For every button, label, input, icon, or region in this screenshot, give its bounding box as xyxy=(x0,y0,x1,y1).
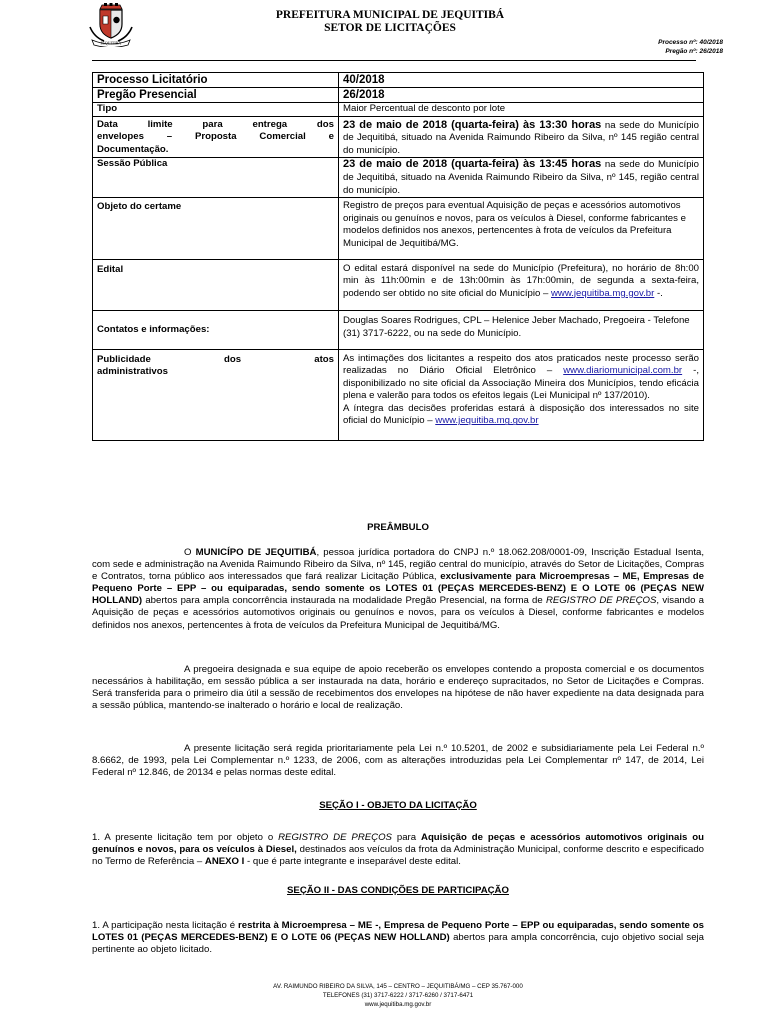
data-entrega-location: na sede do Município de Jequitibá, situado na Avenida Raimundo Ribeiro da Silva, nº 145 região central do município. xyxy=(343,119,699,156)
sessao-location: na sede do Município de Jequitibá, situado na Avenida Raimundo Ribeiro da Silva, nº 145, região central do município. xyxy=(343,159,699,196)
publicidade-word: dos xyxy=(224,353,242,365)
preambulo-paragraph-3 xyxy=(92,743,704,779)
processo-value: 40/2018 xyxy=(339,73,704,88)
table-row xyxy=(93,311,704,349)
anexo-reference: ANEXO I xyxy=(204,856,245,868)
secao1-text: destinados aos veículos da frota da Administração Municipal, conforme descrito e especificado no Termo de Referência – xyxy=(92,844,705,868)
preambulo-text: abertos para ampla concorrência instaurada na modalidade Pregão Presencial, na forma de xyxy=(142,595,546,607)
preambulo-bold-text: exclusivamente para Microempresas – ME, Empresas de Pequeno Porte – EPP – ou equiparadas, sendo somente os LOTES 01 (PEÇAS MERCEDES-BENZ) E O LOTE 06 (PEÇAS NEW HOLLAND) xyxy=(92,571,704,607)
pregao-value: 26/2018 xyxy=(339,88,704,103)
edital-site-link[interactable]: www.jequitiba.mg.gov.br xyxy=(551,287,655,299)
secao1-text: 1. A presente licitação tem por objeto o xyxy=(92,832,279,843)
preambulo-heading: PREÂMBULO xyxy=(367,522,429,533)
processo-label: Processo Licitatório xyxy=(93,73,339,88)
publicidade-label-line: administrativos xyxy=(97,366,168,378)
objeto-label: Objeto do certame xyxy=(93,198,339,259)
municipio-name: MUNICÍPO DE JEQUITIBÁ xyxy=(195,547,317,558)
table-row xyxy=(93,349,704,441)
contatos-label: Contatos e informações: xyxy=(93,311,339,349)
publicidade-paragraph xyxy=(343,353,699,403)
secao1-paragraph xyxy=(92,832,704,868)
header-title-line2: SETOR DE LICITAÇÕES xyxy=(324,22,456,34)
tipo-label: Tipo xyxy=(93,103,339,117)
publicidade-word: Publicidade xyxy=(97,353,151,365)
table-row xyxy=(93,116,704,158)
registro-precos-italic: REGISTRO DE PREÇOS xyxy=(278,832,392,843)
header-references xyxy=(658,38,723,56)
footer-phones: TELEFONES (31) 3717-6222 / 3717-6260 / 3717-6471 xyxy=(322,992,474,999)
municipio-site-link[interactable]: www.jequitiba.mg.gov.br xyxy=(435,415,539,427)
publicidade-paragraph xyxy=(343,403,699,428)
preambulo-paragraph-2 xyxy=(92,664,704,712)
secao1-text: - que é parte integrante e inseparável deste edital. xyxy=(244,856,461,868)
preambulo-text: O xyxy=(184,547,196,558)
tipo-value: Maior Percentual de desconto por lote xyxy=(339,103,704,117)
sessao-date: 23 de maio de 2018 (quarta-feira) às 13:45 horas xyxy=(343,158,602,171)
registro-precos-italic: REGISTRO DE PREÇOS xyxy=(545,595,657,607)
data-entrega-label-line: Data limite para entrega dos xyxy=(97,118,334,130)
table-row xyxy=(93,158,704,198)
edital-text: O edital estará disponível na sede do Município (Prefeitura), no horário de 8h:00 min às 11h:00min e de 13h:00min às 17h:00min, de segunda a sexta-feira, podendo ser obtido no site oficial do Município – xyxy=(343,262,699,299)
edital-value xyxy=(339,259,704,311)
preambulo-text: A pregoeira designada e sua equipe de apoio receberão os envelopes contendo a proposta comercial e os documentos necessários à habilitação, em sessão pública a ser instaurada na data, horário e endereço supracitados, no Setor de Licitações e Compras. Será transferida para o primeiro dia útil a sessão de recebimentos dos envelopes na hipótese de não haver expediente na data designada para a sessão pública, mantendo-se inalterado o horário e local de realização. xyxy=(92,664,704,712)
publicidade-text: -, disponibilizado no site oficial da Associação Mineira dos Municípios, tendo eficácia plena e valerão para todos os efeitos legais (Lei Municipal nº 137/2010). xyxy=(343,365,700,402)
secao1-text: para xyxy=(391,832,422,843)
secao2-text: 1. A participação nesta licitação é xyxy=(92,920,238,931)
secao2-paragraph xyxy=(92,920,704,956)
svg-text:JEQUITIBÁ: JEQUITIBÁ xyxy=(100,40,122,46)
publicidade-label-line xyxy=(97,354,334,367)
data-entrega-label xyxy=(93,116,339,158)
footer-address: AV. RAIMUNDO RIBEIRO DA SILVA, 145 – CENTRO – JEQUITIBÁ/MG – CEP 35.767-000 xyxy=(273,983,523,990)
header-divider xyxy=(92,60,696,61)
page-footer xyxy=(92,982,704,1009)
table-row xyxy=(93,88,704,103)
table-row xyxy=(93,73,704,88)
publicidade-text: As intimações dos licitantes a respeito dos atos praticados neste processo serão realizadas no Diário Oficial Eletrônico – xyxy=(343,352,699,377)
data-entrega-value xyxy=(339,116,704,158)
publicidade-value xyxy=(339,349,704,441)
secao2-heading: SEÇÃO II - DAS CONDIÇÕES DE PARTICIPAÇÃO xyxy=(287,885,509,896)
table-row xyxy=(93,198,704,259)
process-info-table xyxy=(92,72,704,441)
edital-tail: -. xyxy=(654,287,663,299)
header-title-line1: PREFEITURA MUNICIPAL DE JEQUITIBÁ xyxy=(275,9,505,21)
table-row xyxy=(93,259,704,311)
data-entrega-label-line: Documentação. xyxy=(97,143,169,155)
table-row xyxy=(93,103,704,117)
secao1-heading: SEÇÃO I - OBJETO DA LICITAÇÃO xyxy=(319,800,477,811)
data-entrega-date: 23 de maio de 2018 (quarta-feira) às 13:30 horas xyxy=(343,118,602,131)
municipal-crest-icon xyxy=(86,3,136,47)
sessao-label: Sessão Pública xyxy=(93,158,339,198)
contatos-value: Douglas Soares Rodrigues, CPL – Helenice Jeber Machado, Pregoeira - Telefone (31) 3717-6222, ou na sede do Município. xyxy=(339,311,704,349)
sessao-value xyxy=(339,158,704,198)
preambulo-text: A presente licitação será regida prioritariamente pela Lei n.º 10.5201, de 2002 e subsidiariamente pela Lei Federal n.º 8.6662, de 1993, pela Lei Complementar n.º 1233, de 2006, com as alterações introduzidas pela Lei Complementar nº 147, de 2014, Lei Federal nº 12.846, de 20134 e pelas normas deste edital. xyxy=(92,743,704,779)
pregao-label: Pregão Presencial xyxy=(93,88,339,103)
preambulo-text: , visando a Aquisição de peças e acessórios automotivos originais ou genuínos e novos, para os veículos à Diesel, conforme fabricantes e modelos definidos nos anexos, pertencentes à frota de veículos da Prefeitura Municipal de Jequitibá/MG. xyxy=(92,595,704,631)
processo-reference: Processo nº: 40/2018 xyxy=(658,39,723,46)
footer-website[interactable]: www.jequitiba.mg.gov.br xyxy=(364,1001,432,1008)
secao1-bold-text: Aquisição de peças e acessórios automotivos originais ou genuínos e novos, para os veículos à Diesel, xyxy=(92,832,704,856)
secao2-text: abertos para ampla concorrência, cujo objetivo social seja pertinente ao objeto licitado. xyxy=(92,932,704,956)
diario-municipal-link[interactable]: www.diariomunicipal.com.br xyxy=(563,365,683,377)
pregao-reference: Pregão nº: 26/2018 xyxy=(665,48,723,55)
publicidade-label xyxy=(93,349,339,441)
data-entrega-label-line: envelopes – Proposta Comercial e xyxy=(97,131,334,143)
preambulo-text: , pessoa jurídica portadora do CNPJ n.º 18.062.208/0001-09, Inscrição Estadual Isenta, com sede e administração na Avenida Raimundo Ribeiro da Silva, nº 145, região central do município, através do Setor de Licitações, Compras e Contratos, torna público aos interessados que fará realizar Licitação Pública, xyxy=(92,547,704,583)
preambulo-paragraph-1 xyxy=(92,547,704,632)
secao2-bold-text: restrita à Microempresa – ME -, Empresa de Pequeno Porte – EPP ou equiparadas, sendo somente os LOTES 01 (PEÇAS MERCEDES-BENZ) E O LOTE 06 (PEÇAS NEW HOLLAND) xyxy=(92,920,704,944)
publicidade-text: A íntegra das decisões proferidas estará à disposição dos interessados no site oficial do Município – xyxy=(343,402,699,427)
edital-label: Edital xyxy=(93,259,339,311)
publicidade-word: atos xyxy=(314,353,334,365)
objeto-value: Registro de preços para eventual Aquisição de peças e acessórios automotivos originais ou genuínos e novos, para os veículos à Diesel, conforme fabricantes e modelos definidos nos anexos, pertencentes à frota de veículos da Prefeitura Municipal de Jequitibá/MG. xyxy=(339,198,704,259)
